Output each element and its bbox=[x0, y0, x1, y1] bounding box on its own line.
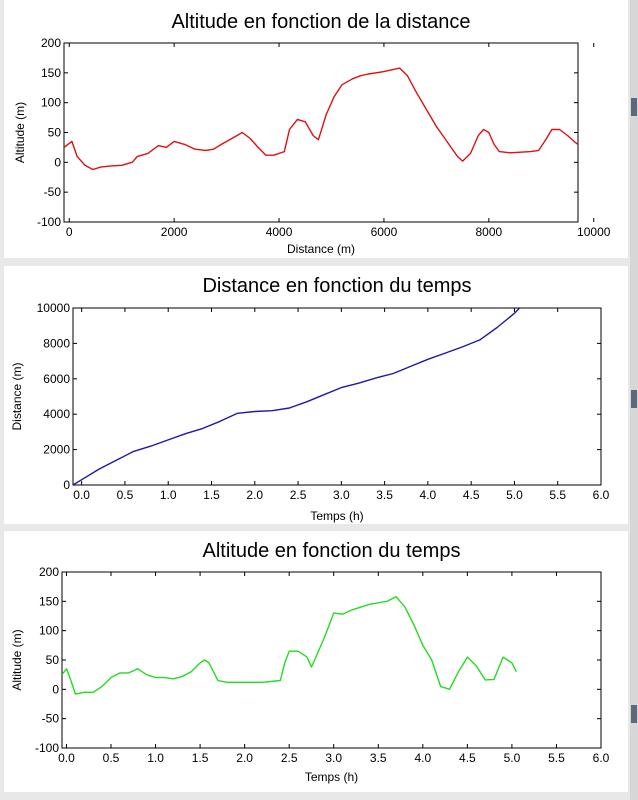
edge-marker bbox=[631, 98, 637, 116]
x-tick-label: 2.5 bbox=[280, 751, 298, 765]
y-tick-label: 150 bbox=[38, 594, 59, 609]
y-tick-label: 100 bbox=[40, 95, 61, 110]
y-tick-label: -100 bbox=[34, 741, 59, 755]
chart-distance-time bbox=[4, 266, 628, 524]
x-tick-label: 0.0 bbox=[58, 751, 75, 765]
x-tick-label: 8000 bbox=[475, 225, 503, 239]
x-tick-label: 5.0 bbox=[506, 488, 523, 502]
y-tick-label: 0 bbox=[54, 155, 61, 170]
x-tick-label: 4.5 bbox=[459, 751, 476, 765]
y-tick-label: 0 bbox=[63, 478, 70, 492]
x-tick-label: 1.5 bbox=[203, 488, 220, 502]
x-axis-label: Temps (h) bbox=[310, 509, 364, 523]
x-tick-label: 3.0 bbox=[332, 488, 350, 502]
y-tick-label: 4000 bbox=[43, 407, 70, 422]
y-tick-label: 2000 bbox=[43, 442, 70, 457]
y-tick-label: -50 bbox=[41, 711, 59, 726]
y-tick-label: 100 bbox=[38, 623, 59, 638]
x-tick-label: 2.0 bbox=[246, 488, 264, 502]
window-edge bbox=[630, 0, 638, 800]
panel-distance-time bbox=[4, 266, 628, 524]
x-tick-label: 1.0 bbox=[159, 488, 177, 502]
y-tick-label: 200 bbox=[38, 565, 59, 579]
x-tick-label: 10000 bbox=[577, 225, 611, 239]
x-tick-label: 0 bbox=[65, 225, 73, 239]
x-tick-label: 1.0 bbox=[147, 751, 164, 765]
chart-altitude-time bbox=[4, 531, 628, 792]
x-tick-label: 4.0 bbox=[419, 488, 437, 502]
x-tick-label: 1.5 bbox=[191, 751, 209, 765]
x-tick-label: 3.5 bbox=[376, 488, 393, 502]
y-axis-label: Altitude (m) bbox=[10, 629, 24, 691]
x-tick-label: 6.0 bbox=[592, 488, 610, 502]
y-tick-label: 6000 bbox=[43, 371, 70, 386]
x-tick-label: 5.0 bbox=[503, 751, 521, 765]
y-axis-label: Altitude (m) bbox=[13, 101, 27, 164]
x-tick-label: 2.5 bbox=[289, 488, 307, 502]
x-tick-label: 3.0 bbox=[325, 751, 343, 765]
x-tick-label: 0.0 bbox=[73, 488, 90, 502]
x-tick-label: 4.5 bbox=[462, 488, 480, 502]
x-tick-label: 3.5 bbox=[369, 751, 387, 765]
x-tick-label: 5.5 bbox=[549, 488, 567, 502]
y-tick-label: -50 bbox=[43, 185, 61, 200]
y-tick-label: 10000 bbox=[36, 301, 70, 315]
x-tick-label: 0.5 bbox=[102, 751, 120, 765]
y-tick-label: 0 bbox=[52, 682, 59, 697]
y-tick-label: 8000 bbox=[43, 336, 70, 351]
x-tick-label: 6.0 bbox=[592, 751, 610, 765]
panel-altitude-distance bbox=[4, 0, 628, 258]
x-axis-label: Distance (m) bbox=[286, 242, 356, 256]
y-tick-label: 150 bbox=[40, 65, 61, 80]
chart-altitude-distance bbox=[4, 0, 628, 258]
x-tick-label: 6000 bbox=[370, 225, 398, 239]
x-tick-label: 2000 bbox=[160, 225, 188, 239]
edge-marker bbox=[631, 390, 637, 408]
x-axis-label: Temps (h) bbox=[304, 770, 359, 784]
panel-altitude-time bbox=[4, 531, 628, 792]
y-axis-label: Distance (m) bbox=[10, 362, 24, 431]
y-tick-label: 50 bbox=[47, 125, 61, 140]
chart-title: Altitude en fonction de la distance bbox=[171, 11, 471, 33]
plot-area bbox=[73, 308, 601, 485]
x-tick-label: 4.0 bbox=[414, 751, 432, 765]
chart-title: Altitude en fonction du temps bbox=[202, 540, 461, 562]
edge-marker bbox=[631, 705, 637, 723]
x-tick-label: 5.5 bbox=[548, 751, 565, 765]
x-tick-label: 4000 bbox=[265, 225, 293, 239]
y-tick-label: 50 bbox=[45, 653, 59, 667]
y-tick-label: 200 bbox=[40, 36, 61, 50]
chart-title: Distance en fonction du temps bbox=[202, 275, 472, 297]
plot-area bbox=[62, 572, 601, 748]
x-tick-label: 2.0 bbox=[236, 751, 253, 765]
x-tick-label: 0.5 bbox=[116, 488, 134, 502]
y-tick-label: -100 bbox=[36, 215, 61, 229]
